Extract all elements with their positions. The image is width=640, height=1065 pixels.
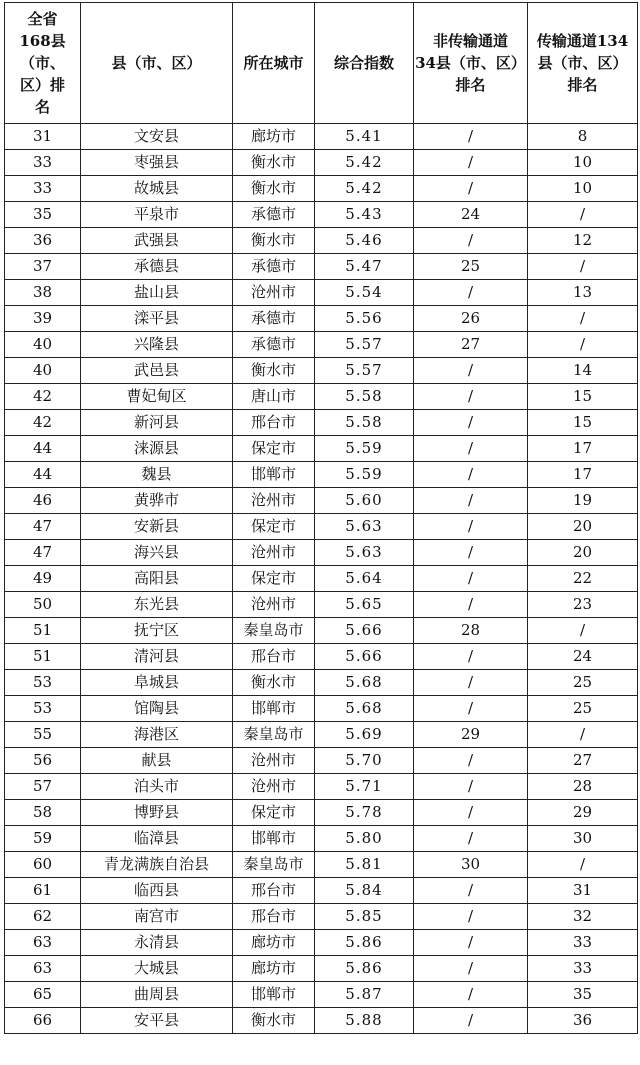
cell-non-channel-rank: / bbox=[414, 124, 528, 150]
cell-province-rank: 33 bbox=[5, 176, 81, 202]
cell-composite-index: 5.80 bbox=[315, 826, 414, 852]
cell-county: 永清县 bbox=[81, 930, 233, 956]
cell-composite-index: 5.84 bbox=[315, 878, 414, 904]
cell-non-channel-rank: / bbox=[414, 748, 528, 774]
cell-non-channel-rank: 30 bbox=[414, 852, 528, 878]
cell-channel-rank: 19 bbox=[528, 488, 638, 514]
cell-city: 沧州市 bbox=[233, 748, 315, 774]
cell-non-channel-rank: / bbox=[414, 410, 528, 436]
table-row bbox=[5, 254, 638, 280]
cell-city: 沧州市 bbox=[233, 592, 315, 618]
header-line: 34县（市、区） bbox=[415, 54, 526, 72]
cell-county: 承德县 bbox=[81, 254, 233, 280]
table-row bbox=[5, 826, 638, 852]
header-line: 传输通道134 bbox=[536, 32, 629, 50]
cell-province-rank: 39 bbox=[5, 306, 81, 332]
cell-province-rank: 47 bbox=[5, 514, 81, 540]
cell-city: 邯郸市 bbox=[233, 982, 315, 1008]
cell-composite-index: 5.42 bbox=[315, 176, 414, 202]
cell-province-rank: 37 bbox=[5, 254, 81, 280]
cell-city: 邯郸市 bbox=[233, 696, 315, 722]
cell-composite-index: 5.57 bbox=[315, 332, 414, 358]
cell-channel-rank: 33 bbox=[528, 956, 638, 982]
cell-province-rank: 60 bbox=[5, 852, 81, 878]
header-line: 排名 bbox=[567, 76, 598, 94]
cell-composite-index: 5.88 bbox=[315, 1008, 414, 1034]
cell-county: 涞源县 bbox=[81, 436, 233, 462]
table-row bbox=[5, 722, 638, 748]
cell-county: 馆陶县 bbox=[81, 696, 233, 722]
cell-non-channel-rank: / bbox=[414, 878, 528, 904]
cell-county: 兴隆县 bbox=[81, 332, 233, 358]
cell-channel-rank: 32 bbox=[528, 904, 638, 930]
table-row bbox=[5, 514, 638, 540]
cell-city: 秦皇岛市 bbox=[233, 618, 315, 644]
cell-province-rank: 63 bbox=[5, 930, 81, 956]
cell-county: 新河县 bbox=[81, 410, 233, 436]
cell-non-channel-rank: / bbox=[414, 540, 528, 566]
cell-province-rank: 65 bbox=[5, 982, 81, 1008]
cell-province-rank: 44 bbox=[5, 436, 81, 462]
cell-county: 献县 bbox=[81, 748, 233, 774]
cell-county: 武强县 bbox=[81, 228, 233, 254]
table-row bbox=[5, 410, 638, 436]
table-row bbox=[5, 540, 638, 566]
cell-city: 承德市 bbox=[233, 332, 315, 358]
cell-channel-rank: 28 bbox=[528, 774, 638, 800]
cell-channel-rank: 8 bbox=[528, 124, 638, 150]
cell-province-rank: 42 bbox=[5, 384, 81, 410]
cell-channel-rank: / bbox=[528, 618, 638, 644]
cell-province-rank: 38 bbox=[5, 280, 81, 306]
cell-composite-index: 5.66 bbox=[315, 618, 414, 644]
cell-composite-index: 5.81 bbox=[315, 852, 414, 878]
cell-channel-rank: 30 bbox=[528, 826, 638, 852]
cell-province-rank: 46 bbox=[5, 488, 81, 514]
cell-composite-index: 5.86 bbox=[315, 930, 414, 956]
table-row bbox=[5, 982, 638, 1008]
cell-composite-index: 5.63 bbox=[315, 540, 414, 566]
cell-channel-rank: 14 bbox=[528, 358, 638, 384]
cell-city: 沧州市 bbox=[233, 488, 315, 514]
table-body bbox=[5, 124, 638, 1034]
table-row bbox=[5, 774, 638, 800]
cell-composite-index: 5.85 bbox=[315, 904, 414, 930]
cell-non-channel-rank: / bbox=[414, 176, 528, 202]
cell-province-rank: 49 bbox=[5, 566, 81, 592]
table-row bbox=[5, 358, 638, 384]
cell-province-rank: 51 bbox=[5, 644, 81, 670]
cell-city: 衡水市 bbox=[233, 228, 315, 254]
header-line: （市、 bbox=[19, 54, 65, 72]
table-row bbox=[5, 956, 638, 982]
header-channel-rank bbox=[528, 3, 638, 124]
cell-county: 盐山县 bbox=[81, 280, 233, 306]
cell-non-channel-rank: / bbox=[414, 930, 528, 956]
cell-city: 秦皇岛市 bbox=[233, 722, 315, 748]
cell-non-channel-rank: / bbox=[414, 644, 528, 670]
cell-city: 邢台市 bbox=[233, 410, 315, 436]
cell-composite-index: 5.59 bbox=[315, 436, 414, 462]
cell-channel-rank: 20 bbox=[528, 540, 638, 566]
header-row bbox=[5, 3, 638, 124]
cell-composite-index: 5.64 bbox=[315, 566, 414, 592]
cell-city: 衡水市 bbox=[233, 1008, 315, 1034]
cell-county: 故城县 bbox=[81, 176, 233, 202]
cell-city: 衡水市 bbox=[233, 358, 315, 384]
cell-channel-rank: 17 bbox=[528, 462, 638, 488]
cell-non-channel-rank: 25 bbox=[414, 254, 528, 280]
cell-non-channel-rank: / bbox=[414, 514, 528, 540]
cell-channel-rank: 25 bbox=[528, 696, 638, 722]
cell-province-rank: 51 bbox=[5, 618, 81, 644]
cell-channel-rank: 33 bbox=[528, 930, 638, 956]
cell-composite-index: 5.78 bbox=[315, 800, 414, 826]
cell-non-channel-rank: / bbox=[414, 566, 528, 592]
table-row bbox=[5, 852, 638, 878]
cell-non-channel-rank: / bbox=[414, 800, 528, 826]
table-row bbox=[5, 644, 638, 670]
cell-channel-rank: 20 bbox=[528, 514, 638, 540]
cell-non-channel-rank: / bbox=[414, 358, 528, 384]
cell-county: 青龙满族自治县 bbox=[81, 852, 233, 878]
header-county bbox=[81, 3, 233, 124]
header-line: 县（市、区） bbox=[537, 54, 628, 72]
cell-city: 保定市 bbox=[233, 436, 315, 462]
cell-channel-rank: 24 bbox=[528, 644, 638, 670]
cell-non-channel-rank: / bbox=[414, 826, 528, 852]
cell-city: 唐山市 bbox=[233, 384, 315, 410]
cell-county: 武邑县 bbox=[81, 358, 233, 384]
ranking-table bbox=[4, 2, 638, 1034]
table-row bbox=[5, 930, 638, 956]
cell-city: 沧州市 bbox=[233, 774, 315, 800]
cell-city: 沧州市 bbox=[233, 540, 315, 566]
cell-non-channel-rank: / bbox=[414, 670, 528, 696]
cell-channel-rank: / bbox=[528, 852, 638, 878]
cell-non-channel-rank: 24 bbox=[414, 202, 528, 228]
header-province-rank bbox=[5, 3, 81, 124]
cell-non-channel-rank: / bbox=[414, 462, 528, 488]
table-row bbox=[5, 696, 638, 722]
header-city bbox=[233, 3, 315, 124]
cell-composite-index: 5.70 bbox=[315, 748, 414, 774]
cell-county: 博野县 bbox=[81, 800, 233, 826]
cell-channel-rank: 35 bbox=[528, 982, 638, 1008]
cell-city: 保定市 bbox=[233, 800, 315, 826]
cell-non-channel-rank: 29 bbox=[414, 722, 528, 748]
cell-channel-rank: / bbox=[528, 254, 638, 280]
cell-province-rank: 57 bbox=[5, 774, 81, 800]
cell-province-rank: 53 bbox=[5, 696, 81, 722]
cell-composite-index: 5.42 bbox=[315, 150, 414, 176]
cell-province-rank: 36 bbox=[5, 228, 81, 254]
header-line: 区）排 bbox=[19, 76, 65, 94]
table-header bbox=[5, 3, 638, 124]
cell-composite-index: 5.68 bbox=[315, 670, 414, 696]
cell-county: 安平县 bbox=[81, 1008, 233, 1034]
table-row bbox=[5, 1008, 638, 1034]
table-row bbox=[5, 488, 638, 514]
header-line: 县（市、区） bbox=[111, 54, 202, 72]
cell-channel-rank: 13 bbox=[528, 280, 638, 306]
table-row bbox=[5, 384, 638, 410]
cell-county: 曲周县 bbox=[81, 982, 233, 1008]
cell-composite-index: 5.69 bbox=[315, 722, 414, 748]
cell-province-rank: 44 bbox=[5, 462, 81, 488]
cell-composite-index: 5.66 bbox=[315, 644, 414, 670]
cell-composite-index: 5.47 bbox=[315, 254, 414, 280]
table-row bbox=[5, 670, 638, 696]
cell-composite-index: 5.57 bbox=[315, 358, 414, 384]
cell-channel-rank: 10 bbox=[528, 150, 638, 176]
cell-non-channel-rank: 26 bbox=[414, 306, 528, 332]
cell-city: 邢台市 bbox=[233, 878, 315, 904]
cell-city: 廊坊市 bbox=[233, 956, 315, 982]
cell-county: 阜城县 bbox=[81, 670, 233, 696]
cell-channel-rank: / bbox=[528, 722, 638, 748]
table-row bbox=[5, 280, 638, 306]
header-line: 排名 bbox=[455, 76, 486, 94]
cell-county: 大城县 bbox=[81, 956, 233, 982]
cell-composite-index: 5.68 bbox=[315, 696, 414, 722]
cell-composite-index: 5.60 bbox=[315, 488, 414, 514]
cell-county: 临漳县 bbox=[81, 826, 233, 852]
cell-county: 清河县 bbox=[81, 644, 233, 670]
cell-province-rank: 50 bbox=[5, 592, 81, 618]
cell-county: 文安县 bbox=[81, 124, 233, 150]
table-row bbox=[5, 592, 638, 618]
cell-county: 抚宁区 bbox=[81, 618, 233, 644]
cell-channel-rank: 25 bbox=[528, 670, 638, 696]
cell-province-rank: 40 bbox=[5, 358, 81, 384]
cell-county: 高阳县 bbox=[81, 566, 233, 592]
cell-county: 枣强县 bbox=[81, 150, 233, 176]
cell-county: 东光县 bbox=[81, 592, 233, 618]
cell-channel-rank: / bbox=[528, 306, 638, 332]
cell-composite-index: 5.43 bbox=[315, 202, 414, 228]
cell-composite-index: 5.71 bbox=[315, 774, 414, 800]
cell-non-channel-rank: / bbox=[414, 488, 528, 514]
cell-city: 衡水市 bbox=[233, 176, 315, 202]
cell-channel-rank: 15 bbox=[528, 384, 638, 410]
cell-province-rank: 55 bbox=[5, 722, 81, 748]
cell-county: 黄骅市 bbox=[81, 488, 233, 514]
cell-non-channel-rank: / bbox=[414, 904, 528, 930]
table-row bbox=[5, 124, 638, 150]
header-line: 综合指数 bbox=[333, 54, 394, 72]
header-line: 非传输通道 bbox=[432, 32, 508, 50]
cell-city: 廊坊市 bbox=[233, 930, 315, 956]
cell-city: 保定市 bbox=[233, 514, 315, 540]
cell-province-rank: 61 bbox=[5, 878, 81, 904]
cell-composite-index: 5.41 bbox=[315, 124, 414, 150]
cell-province-rank: 47 bbox=[5, 540, 81, 566]
cell-channel-rank: / bbox=[528, 202, 638, 228]
header-line: 全省 bbox=[27, 10, 58, 28]
cell-non-channel-rank: / bbox=[414, 384, 528, 410]
table-row bbox=[5, 904, 638, 930]
table-row bbox=[5, 176, 638, 202]
cell-non-channel-rank: / bbox=[414, 774, 528, 800]
cell-composite-index: 5.56 bbox=[315, 306, 414, 332]
cell-channel-rank: 22 bbox=[528, 566, 638, 592]
table-row bbox=[5, 800, 638, 826]
cell-city: 邯郸市 bbox=[233, 826, 315, 852]
cell-county: 南宫市 bbox=[81, 904, 233, 930]
cell-composite-index: 5.63 bbox=[315, 514, 414, 540]
cell-city: 秦皇岛市 bbox=[233, 852, 315, 878]
cell-city: 保定市 bbox=[233, 566, 315, 592]
table-row bbox=[5, 436, 638, 462]
cell-channel-rank: / bbox=[528, 332, 638, 358]
cell-composite-index: 5.65 bbox=[315, 592, 414, 618]
table-row bbox=[5, 462, 638, 488]
cell-city: 邢台市 bbox=[233, 904, 315, 930]
cell-channel-rank: 12 bbox=[528, 228, 638, 254]
cell-province-rank: 53 bbox=[5, 670, 81, 696]
table-row bbox=[5, 150, 638, 176]
cell-composite-index: 5.59 bbox=[315, 462, 414, 488]
cell-non-channel-rank: / bbox=[414, 956, 528, 982]
cell-channel-rank: 15 bbox=[528, 410, 638, 436]
cell-city: 邢台市 bbox=[233, 644, 315, 670]
cell-non-channel-rank: / bbox=[414, 696, 528, 722]
cell-composite-index: 5.46 bbox=[315, 228, 414, 254]
cell-county: 滦平县 bbox=[81, 306, 233, 332]
cell-channel-rank: 10 bbox=[528, 176, 638, 202]
cell-province-rank: 66 bbox=[5, 1008, 81, 1034]
header-line: 所在城市 bbox=[243, 54, 304, 72]
table-row bbox=[5, 202, 638, 228]
cell-county: 临西县 bbox=[81, 878, 233, 904]
header-composite-index bbox=[315, 3, 414, 124]
cell-province-rank: 33 bbox=[5, 150, 81, 176]
table-row bbox=[5, 306, 638, 332]
cell-province-rank: 35 bbox=[5, 202, 81, 228]
cell-composite-index: 5.58 bbox=[315, 384, 414, 410]
table-row bbox=[5, 566, 638, 592]
cell-composite-index: 5.58 bbox=[315, 410, 414, 436]
header-line: 168县 bbox=[19, 32, 66, 50]
cell-city: 衡水市 bbox=[233, 150, 315, 176]
cell-channel-rank: 17 bbox=[528, 436, 638, 462]
cell-non-channel-rank: / bbox=[414, 592, 528, 618]
table-row bbox=[5, 332, 638, 358]
cell-city: 承德市 bbox=[233, 254, 315, 280]
cell-county: 泊头市 bbox=[81, 774, 233, 800]
cell-province-rank: 42 bbox=[5, 410, 81, 436]
cell-county: 海港区 bbox=[81, 722, 233, 748]
cell-non-channel-rank: / bbox=[414, 228, 528, 254]
header-non-channel-rank bbox=[414, 3, 528, 124]
cell-composite-index: 5.86 bbox=[315, 956, 414, 982]
cell-province-rank: 56 bbox=[5, 748, 81, 774]
cell-channel-rank: 36 bbox=[528, 1008, 638, 1034]
cell-channel-rank: 31 bbox=[528, 878, 638, 904]
cell-city: 承德市 bbox=[233, 306, 315, 332]
cell-non-channel-rank: / bbox=[414, 280, 528, 306]
cell-non-channel-rank: 27 bbox=[414, 332, 528, 358]
cell-non-channel-rank: / bbox=[414, 982, 528, 1008]
cell-city: 邯郸市 bbox=[233, 462, 315, 488]
table-row bbox=[5, 618, 638, 644]
cell-county: 曹妃甸区 bbox=[81, 384, 233, 410]
cell-non-channel-rank: 28 bbox=[414, 618, 528, 644]
cell-county: 海兴县 bbox=[81, 540, 233, 566]
cell-province-rank: 63 bbox=[5, 956, 81, 982]
cell-channel-rank: 23 bbox=[528, 592, 638, 618]
cell-non-channel-rank: / bbox=[414, 150, 528, 176]
cell-city: 沧州市 bbox=[233, 280, 315, 306]
cell-county: 平泉市 bbox=[81, 202, 233, 228]
cell-composite-index: 5.54 bbox=[315, 280, 414, 306]
cell-province-rank: 31 bbox=[5, 124, 81, 150]
cell-non-channel-rank: / bbox=[414, 1008, 528, 1034]
cell-province-rank: 40 bbox=[5, 332, 81, 358]
cell-province-rank: 62 bbox=[5, 904, 81, 930]
cell-county: 安新县 bbox=[81, 514, 233, 540]
table-row bbox=[5, 748, 638, 774]
cell-non-channel-rank: / bbox=[414, 436, 528, 462]
table-row bbox=[5, 878, 638, 904]
table-row bbox=[5, 228, 638, 254]
cell-composite-index: 5.87 bbox=[315, 982, 414, 1008]
cell-channel-rank: 29 bbox=[528, 800, 638, 826]
cell-county: 魏县 bbox=[81, 462, 233, 488]
cell-province-rank: 59 bbox=[5, 826, 81, 852]
cell-city: 廊坊市 bbox=[233, 124, 315, 150]
cell-province-rank: 58 bbox=[5, 800, 81, 826]
cell-city: 衡水市 bbox=[233, 670, 315, 696]
header-line: 名 bbox=[34, 98, 50, 116]
cell-city: 承德市 bbox=[233, 202, 315, 228]
cell-channel-rank: 27 bbox=[528, 748, 638, 774]
